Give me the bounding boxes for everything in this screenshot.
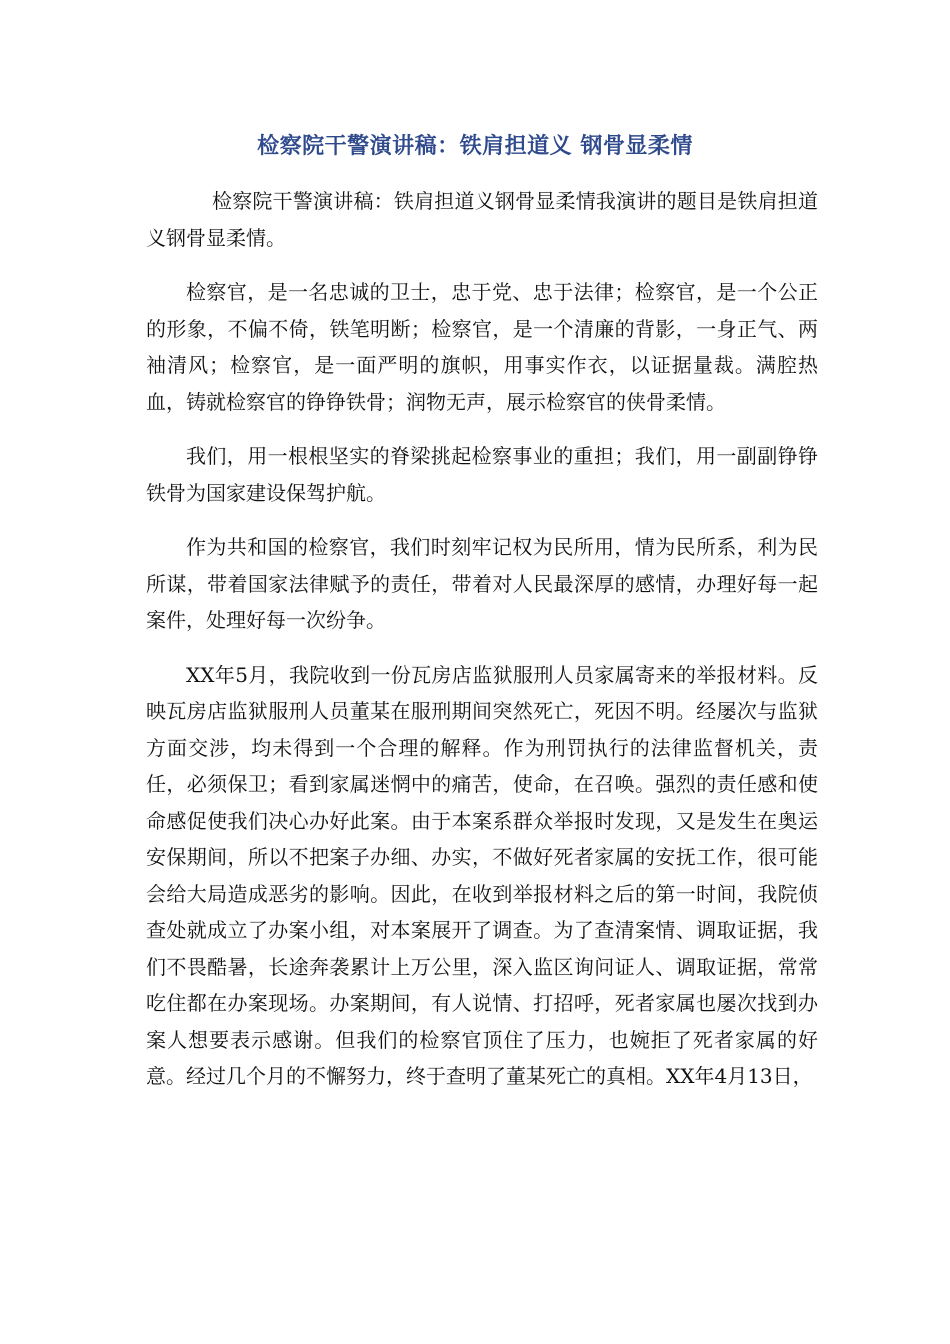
paragraph-2: 检察官，是一名忠诚的卫士，忠于党、忠于法律；检察官，是一个公正的形象，不偏不倚，铁笔明断；检察官，是一个清廉的背影，一身正气、两袖清风；检察官，是一面严明的旗帜，用事实作衣，以证据量裁。满腔热血，铸就检察官的铮铮铁骨；润物无声，展示检察官的侠骨柔情。 [146,280,818,414]
paragraph-5: XX年5月，我院收到一份瓦房店监狱服刑人员家属寄来的举报材料。反映瓦房店监狱服刑人员董某在服刑期间突然死亡，死因不明。经屡次与监狱方面交涉，均未得到一个合理的解释。作为刑罚执行的法律监督机关，责任，必须保卫；看到家属迷惘中的痛苦，使命，在召唤。强烈的责任感和使命感促使我们决心办好此案。由于本案系群众举报时发现，又是发生在奥运安保期间，所以不把案子办细、办实，不做好死者家属的安抚工作，很可能会给大局造成恶劣的影响。因此，在收到举报材料之后的第一时间，我院侦查处就成立了办案小组，对本案展开了调查。为了查清案情、调取证据，我们不畏酷暑，长途奔袭累计上万公里，深入监区询问证人、调取证据，常常吃住都在办案现场。办案期间，有人说情、打招呼，死者家属也屡次找到办案人想要表示感谢。但我们的检察官顶住了压力，也婉拒了死者家属的好意。经过几个月的不懈努力，终于查明了董某死亡的真相。XX年4月13日， [146,662,818,1088]
paragraph-4: 作为共和国的检察官，我们时刻牢记权为民所用，情为民所系，利为民所谋，带着国家法律赋予的责任，带着对人民最深厚的感情，办理好每一起案件，处理好每一次纷争。 [146,535,818,632]
document-title: 检察院干警演讲稿：铁肩担道义 钢骨显柔情 [257,134,693,159]
paragraph-1: 检察院干警演讲稿：铁肩担道义钢骨显柔情我演讲的题目是铁肩担道义钢骨显柔情。 [146,189,818,250]
paragraph-3: 我们，用一根根坚实的脊梁挑起检察事业的重担；我们，用一副副铮铮铁骨为国家建设保驾护航。 [146,444,818,505]
document-body [146,183,818,1113]
